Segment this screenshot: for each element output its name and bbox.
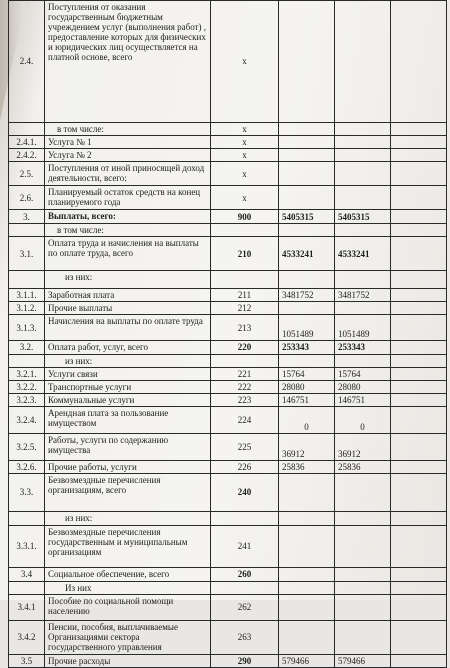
row-code: 900 xyxy=(211,210,279,224)
row-code: 226 xyxy=(211,460,279,473)
table-row xyxy=(9,460,447,473)
table-row xyxy=(9,567,447,581)
row-name: Выплаты, всего: xyxy=(45,210,211,224)
row-code: 220 xyxy=(211,341,279,354)
row-number: 3.2.2. xyxy=(9,380,45,393)
row-name: Заработная плата xyxy=(45,289,211,302)
table-row xyxy=(9,511,447,525)
row-code: 213 xyxy=(211,315,279,341)
row-code: x xyxy=(211,123,279,136)
row-code: 222 xyxy=(211,380,279,393)
row-name: Транспортные услуги xyxy=(45,380,211,393)
row-name: из них: xyxy=(45,271,211,289)
row-value-2: 28080 xyxy=(335,380,391,393)
row-code: 260 xyxy=(211,567,279,581)
row-name: из них: xyxy=(45,354,211,367)
table-row xyxy=(9,380,447,393)
row-value-1: 5405315 xyxy=(279,210,335,224)
row-value-1: 15764 xyxy=(279,367,335,380)
row-code: x xyxy=(211,162,279,186)
row-value-2: 5405315 xyxy=(335,210,391,224)
row-number: 3.2.5. xyxy=(9,433,45,460)
table-row xyxy=(9,621,447,655)
row-value-2: 0 xyxy=(335,406,391,433)
row-code: x xyxy=(211,186,279,210)
table-row xyxy=(9,149,447,162)
row-value-1: 146751 xyxy=(279,393,335,406)
table-row xyxy=(9,289,447,302)
table-row xyxy=(9,162,447,186)
row-name: Коммунальные услуги xyxy=(45,393,211,406)
row-value-2: 25836 xyxy=(335,460,391,473)
row-number: 3.2. xyxy=(9,341,45,354)
row-number: 3.1.2. xyxy=(9,302,45,315)
row-code: 224 xyxy=(211,406,279,433)
table-row xyxy=(9,123,447,136)
row-name: Поступления от оказания государственным бюджетным учреждением услуг (выполнения работ) , предоставление которых для физических и юридических лиц осуществляется на платной основе, всего xyxy=(45,1,211,123)
row-number: 3.2.3. xyxy=(9,393,45,406)
row-number: 3.1.1. xyxy=(9,289,45,302)
table-row xyxy=(9,136,447,149)
table-row xyxy=(9,354,447,367)
table-row xyxy=(9,315,447,341)
table-row xyxy=(9,1,447,123)
row-name: Прочие расходы xyxy=(45,655,211,668)
row-value-1: 579466 xyxy=(279,655,335,668)
row-code: x xyxy=(211,149,279,162)
row-name: Услуга № 1 xyxy=(45,136,211,149)
row-code: 262 xyxy=(211,595,279,621)
row-name: Пособие по социальной помощи населению xyxy=(45,595,211,621)
row-value-2: 253343 xyxy=(335,341,391,354)
row-code: x xyxy=(211,1,279,123)
row-number: 3.1.3. xyxy=(9,315,45,341)
table-row xyxy=(9,271,447,289)
row-code: 210 xyxy=(211,237,279,271)
row-name: Из них xyxy=(45,581,211,594)
row-name: Начисления на выплаты по оплате труда xyxy=(45,315,211,341)
row-number: 3. xyxy=(9,210,45,224)
row-name: Арендная плата за пользование имуществом xyxy=(45,406,211,433)
row-code: x xyxy=(211,136,279,149)
row-value-1: 1051489 xyxy=(279,315,335,341)
row-value-2: 579466 xyxy=(335,655,391,668)
table-row xyxy=(9,525,447,567)
row-name: из них: xyxy=(45,511,211,525)
table-row xyxy=(9,237,447,271)
row-value-1: 4533241 xyxy=(279,237,335,271)
row-value-1: 36912 xyxy=(279,433,335,460)
row-value-1 xyxy=(279,1,335,123)
row-name: Услуга № 2 xyxy=(45,149,211,162)
table-row xyxy=(9,186,447,210)
row-name: Работы, услуги по содержанию имущества xyxy=(45,433,211,460)
row-number: 3.4 xyxy=(9,567,45,581)
row-name: Услуги связи xyxy=(45,367,211,380)
row-value-1: 25836 xyxy=(279,460,335,473)
row-number: 3.2.1. xyxy=(9,367,45,380)
row-name: Пенсии, пособия, выплачиваемые Организациями сектора государственного управления xyxy=(45,621,211,655)
row-name: Оплата работ, услуг, всего xyxy=(45,341,211,354)
table-row xyxy=(9,367,447,380)
row-code: 290 xyxy=(211,655,279,668)
row-value-2 xyxy=(335,1,391,123)
row-number: 2.6. xyxy=(9,186,45,210)
row-value-2: 36912 xyxy=(335,433,391,460)
row-value-2: 4533241 xyxy=(335,237,391,271)
row-value-1: 0 xyxy=(279,406,335,433)
row-name: Прочие выплаты xyxy=(45,302,211,315)
row-value-2: 3481752 xyxy=(335,289,391,302)
row-name: Прочие работы, услуги xyxy=(45,460,211,473)
table-row xyxy=(9,433,447,460)
row-number: 2.4.2. xyxy=(9,149,45,162)
row-name: в том числе: xyxy=(45,224,211,237)
row-code: 263 xyxy=(211,621,279,655)
row-value-1: 253343 xyxy=(279,341,335,354)
row-code: 225 xyxy=(211,433,279,460)
row-number: 3.2.6. xyxy=(9,460,45,473)
row-value-3 xyxy=(391,1,447,123)
budget-table xyxy=(8,0,447,668)
table-row xyxy=(9,581,447,594)
table-row xyxy=(9,406,447,433)
row-code: 212 xyxy=(211,302,279,315)
table-row xyxy=(9,224,447,237)
row-number: 3.2.4. xyxy=(9,406,45,433)
table-row xyxy=(9,210,447,224)
table-row xyxy=(9,302,447,315)
row-number: 2.4.1. xyxy=(9,136,45,149)
table-row xyxy=(9,393,447,406)
row-number: 2.4. xyxy=(9,1,45,123)
row-number: 3.4.1 xyxy=(9,595,45,621)
table-row xyxy=(9,341,447,354)
row-value-2: 1051489 xyxy=(335,315,391,341)
row-code: 211 xyxy=(211,289,279,302)
row-code: 223 xyxy=(211,393,279,406)
row-value-2: 146751 xyxy=(335,393,391,406)
row-name: Оплата труда и начисления на выплаты по оплате труда, всего xyxy=(45,237,211,271)
row-number: 3.3. xyxy=(9,473,45,511)
row-code: 241 xyxy=(211,525,279,567)
row-code: 240 xyxy=(211,473,279,511)
row-number: 3.3.1. xyxy=(9,525,45,567)
table-row xyxy=(9,655,447,668)
row-number: 3.1. xyxy=(9,237,45,271)
row-name: Социальное обеспечение, всего xyxy=(45,567,211,581)
row-name: Поступления от иной приносящей доход деятельности, всего: xyxy=(45,162,211,186)
row-value-2: 15764 xyxy=(335,367,391,380)
row-number: 2.5. xyxy=(9,162,45,186)
row-name: Безвозмездные перечисления государственным и муниципальным организациям xyxy=(45,525,211,567)
row-number: 3.4.2 xyxy=(9,621,45,655)
table-row xyxy=(9,473,447,511)
row-number: 3.5 xyxy=(9,655,45,668)
row-name: Планируемый остаток средств на конец планируемого года xyxy=(45,186,211,210)
table-row xyxy=(9,595,447,621)
row-value-1: 3481752 xyxy=(279,289,335,302)
row-value-1: 28080 xyxy=(279,380,335,393)
row-name: в том числе: xyxy=(45,123,211,136)
row-code: 221 xyxy=(211,367,279,380)
row-name: Безвозмездные перечисления организациям, всего xyxy=(45,473,211,511)
